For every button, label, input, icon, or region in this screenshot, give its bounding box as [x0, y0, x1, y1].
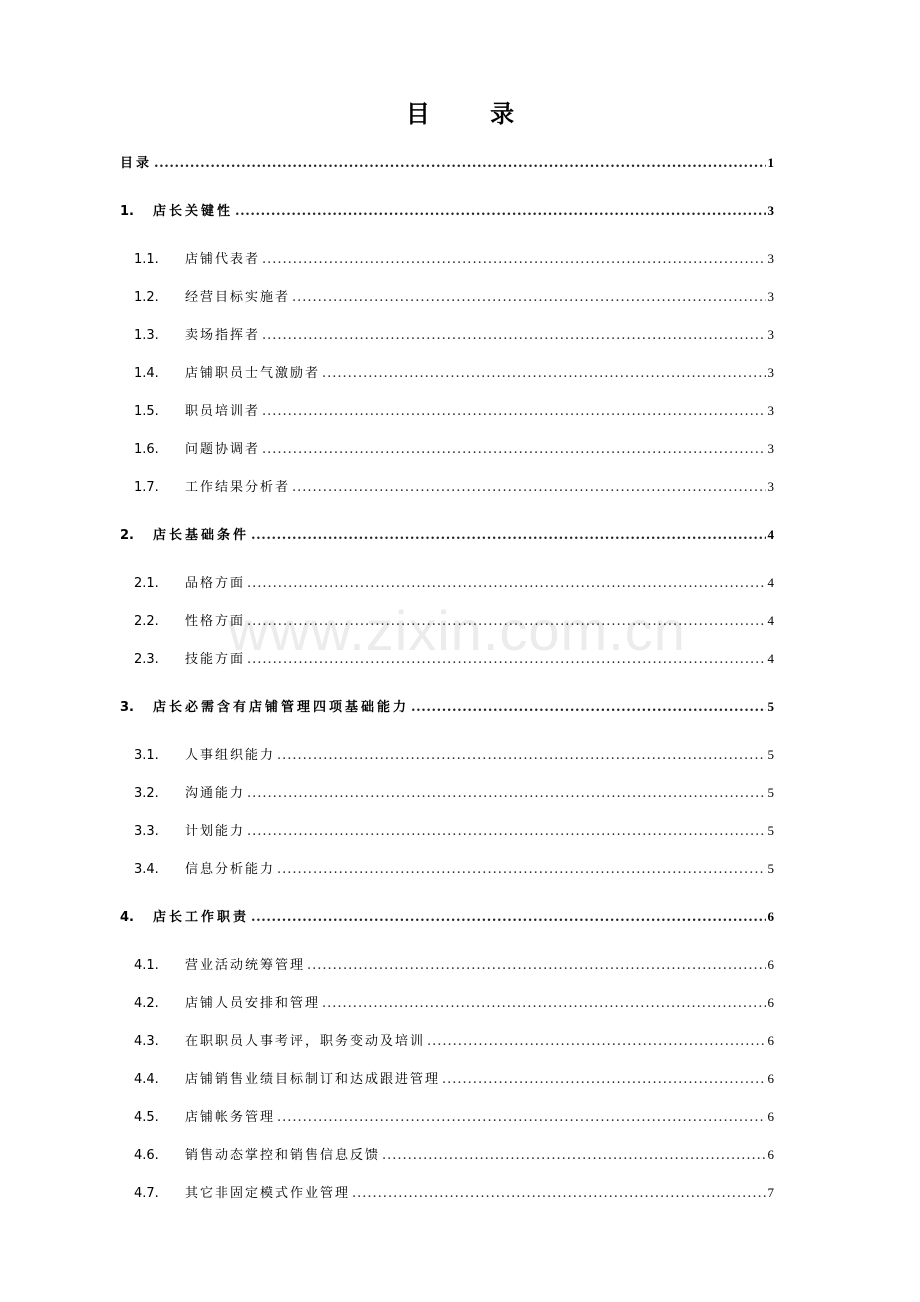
- toc-entry-number: 1.3.: [134, 328, 159, 343]
- toc-entry-title: 人事组织能力: [185, 748, 276, 763]
- toc-entry-section[interactable]: [134, 992, 774, 1014]
- toc-entry-page-number: 3: [767, 327, 774, 342]
- dot-leader: [247, 783, 765, 805]
- dot-leader: [247, 821, 765, 843]
- toc-entry-number: 4.7.: [134, 1186, 159, 1201]
- dot-leader: [442, 1069, 765, 1091]
- toc-entry-section[interactable]: [134, 858, 774, 880]
- toc-entry-page-number: 5: [767, 747, 774, 762]
- toc-entry-number: 1.1.: [134, 252, 159, 267]
- toc-entry-section[interactable]: [134, 1030, 774, 1052]
- toc-entry-number: 1.: [120, 204, 134, 219]
- dot-leader: [292, 287, 765, 309]
- toc-entry-number: 1.6.: [134, 442, 159, 457]
- toc-entry-number: 4.1.: [134, 958, 159, 973]
- toc-entry-section[interactable]: [134, 362, 774, 384]
- dot-leader: [352, 1183, 765, 1205]
- toc-entry-page-number: 3: [767, 403, 774, 418]
- toc-entry-page-number: 4: [767, 613, 774, 628]
- toc-entry-title: 沟通能力: [185, 786, 246, 801]
- toc-entry-section[interactable]: [134, 438, 774, 460]
- toc-entry-page-number: 6: [767, 1109, 774, 1124]
- toc-entry-page-number: 5: [767, 699, 774, 714]
- toc-entry-page-number: 4: [767, 651, 774, 666]
- toc-entry-chapter[interactable]: [120, 906, 774, 928]
- toc-entry-page-number: 3: [767, 479, 774, 494]
- dot-leader: [277, 745, 765, 767]
- toc-entry-section[interactable]: [134, 1106, 774, 1128]
- dot-leader: [427, 1031, 765, 1053]
- toc-entry-number: 3.1.: [134, 748, 159, 763]
- toc-entry-page-number: 6: [767, 1033, 774, 1048]
- dot-leader: [235, 201, 765, 223]
- dot-leader: [307, 955, 765, 977]
- toc-entry-number: 2.1.: [134, 576, 159, 591]
- toc-entry-page-number: 6: [767, 909, 774, 924]
- toc-entry-page-number: 5: [767, 861, 774, 876]
- dot-leader: [322, 993, 765, 1015]
- toc-entry-page-number: 3: [767, 203, 774, 218]
- toc-entry-section[interactable]: [134, 324, 774, 346]
- toc-entry-number: 2.: [120, 528, 134, 543]
- toc-entry-number: 2.2.: [134, 614, 159, 629]
- toc-entry-page-number: 3: [767, 441, 774, 456]
- dot-leader: [247, 649, 765, 671]
- toc-entry-number: 1.5.: [134, 404, 159, 419]
- toc-entry-section[interactable]: [134, 954, 774, 976]
- toc-entry-chapter[interactable]: [120, 696, 774, 718]
- toc-entry-title: 店铺职员士气激励者: [185, 366, 321, 381]
- toc-entry-section[interactable]: [134, 286, 774, 308]
- watermark: www.zixin.com.cn: [228, 599, 686, 662]
- toc-entry-number: 3.: [120, 700, 134, 715]
- toc-entry-number: 4.3.: [134, 1034, 159, 1049]
- toc-entry-section[interactable]: [134, 400, 774, 422]
- toc-entry-section[interactable]: [134, 1144, 774, 1166]
- dot-leader: [292, 477, 765, 499]
- toc-entry-number: 3.3.: [134, 824, 159, 839]
- toc-entry-page-number: 5: [767, 785, 774, 800]
- dot-leader: [154, 153, 765, 175]
- toc-entry-section[interactable]: [134, 476, 774, 498]
- toc-entry-number: 3.4.: [134, 862, 159, 877]
- toc-entry-page-number: 7: [767, 1185, 774, 1200]
- toc-entry-section[interactable]: [134, 1068, 774, 1090]
- toc-entry-title: 职员培训者: [185, 404, 261, 419]
- toc-entry-title: 店长关键性: [153, 204, 234, 219]
- toc-entry-number: 4.5.: [134, 1110, 159, 1125]
- dot-leader: [247, 573, 765, 595]
- toc-entry-page-number: 5: [767, 823, 774, 838]
- dot-leader: [382, 1145, 765, 1167]
- toc-entry-page-number: 3: [767, 251, 774, 266]
- page-title: 目 录: [405, 99, 541, 128]
- toc-entry-section[interactable]: [134, 648, 774, 670]
- toc-entry-number: 4.2.: [134, 996, 159, 1011]
- toc-entry-title: 经营目标实施者: [185, 290, 291, 305]
- toc-entry-page-number: 3: [767, 289, 774, 304]
- toc-entry-title: 卖场指挥者: [185, 328, 261, 343]
- toc-entry-chapter[interactable]: [120, 524, 774, 546]
- toc-entry-page-number: 3: [767, 365, 774, 380]
- toc-entry-number: 4.4.: [134, 1072, 159, 1087]
- dot-leader: [247, 611, 765, 633]
- toc-entry-title: 问题协调者: [185, 442, 261, 457]
- toc-entry-title: 目录: [120, 156, 153, 171]
- toc-entry-page-number: 1: [767, 155, 774, 170]
- toc-entry-section[interactable]: [134, 248, 774, 270]
- dot-leader: [251, 525, 765, 547]
- toc-entry-section[interactable]: [134, 782, 774, 804]
- dot-leader: [262, 249, 765, 271]
- toc-entry-section[interactable]: [134, 744, 774, 766]
- toc-entry-title: 在职职员人事考评，职务变动及培训: [185, 1034, 426, 1049]
- dot-leader: [277, 859, 765, 881]
- toc-entry-page-number: 6: [767, 1147, 774, 1162]
- dot-leader: [262, 325, 765, 347]
- toc-entry-chapter[interactable]: [120, 200, 774, 222]
- toc-entry-title: 计划能力: [185, 824, 246, 839]
- dot-leader: [322, 363, 765, 385]
- toc-entry-page-number: 6: [767, 957, 774, 972]
- toc-entry-section[interactable]: [134, 820, 774, 842]
- toc-entry-title: 店长必需含有店铺管理四项基础能力: [153, 700, 410, 715]
- toc-entry-title: 店铺销售业绩目标制订和达成跟进管理: [185, 1072, 441, 1087]
- toc-entry-page-number: 4: [767, 527, 774, 542]
- toc-entry-page-number: 4: [767, 575, 774, 590]
- toc-entry-title: 其它非固定模式作业管理: [185, 1186, 351, 1201]
- toc-entry-chapter[interactable]: [120, 152, 774, 174]
- toc-entry-section[interactable]: [134, 1182, 774, 1204]
- toc-entry-section[interactable]: [134, 610, 774, 632]
- toc-entry-title: 信息分析能力: [185, 862, 276, 877]
- toc-entry-section[interactable]: [134, 572, 774, 594]
- toc-entry-title: 店长工作职责: [153, 910, 250, 925]
- toc-entry-title: 品格方面: [185, 576, 246, 591]
- dot-leader: [411, 697, 765, 719]
- toc-entry-number: 2.3.: [134, 652, 159, 667]
- toc-entry-title: 性格方面: [185, 614, 246, 629]
- toc-entry-number: 4.: [120, 910, 134, 925]
- toc-entry-number: 1.2.: [134, 290, 159, 305]
- toc-entry-number: 4.6.: [134, 1148, 159, 1163]
- toc-entry-title: 店长基础条件: [153, 528, 250, 543]
- toc-entry-title: 销售动态掌控和销售信息反馈: [185, 1148, 381, 1163]
- toc-entry-title: 技能方面: [185, 652, 246, 667]
- toc-entry-title: 店铺人员安排和管理: [185, 996, 321, 1011]
- toc-entry-number: 3.2.: [134, 786, 159, 801]
- toc-entry-title: 店铺帐务管理: [185, 1110, 276, 1125]
- toc-entry-page-number: 6: [767, 1071, 774, 1086]
- toc-entry-title: 店铺代表者: [185, 252, 261, 267]
- dot-leader: [251, 907, 765, 929]
- toc-entry-title: 工作结果分析者: [185, 480, 291, 495]
- toc-entry-title: 营业活动统筹管理: [185, 958, 306, 973]
- dot-leader: [277, 1107, 765, 1129]
- toc-entry-number: 1.7.: [134, 480, 159, 495]
- toc-entry-page-number: 6: [767, 995, 774, 1010]
- toc-entry-number: 1.4.: [134, 366, 159, 381]
- dot-leader: [262, 439, 765, 461]
- dot-leader: [262, 401, 765, 423]
